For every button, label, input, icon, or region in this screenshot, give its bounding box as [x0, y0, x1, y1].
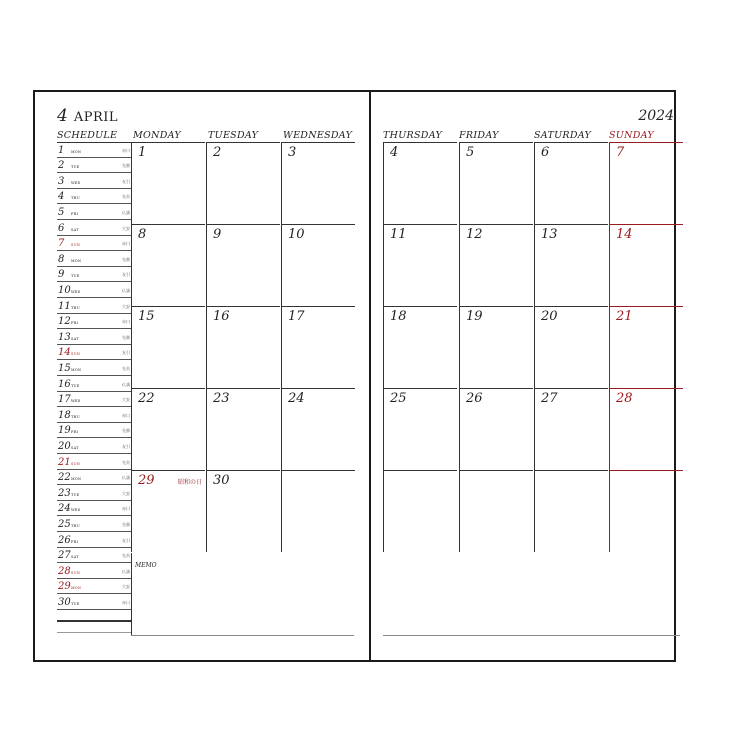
schedule-day: 12 [58, 316, 71, 328]
day-cell[interactable] [281, 388, 355, 470]
schedule-rokuyo: 先勝 [122, 334, 130, 340]
schedule-row[interactable] [57, 454, 131, 470]
schedule-rokuyo: 大安 [122, 303, 130, 309]
schedule-rokuyo: 友引 [122, 443, 130, 449]
schedule-weekday: SAT [71, 445, 79, 450]
schedule-rokuyo: 仏滅 [122, 209, 130, 215]
day-number: 5 [466, 145, 475, 160]
day-cell[interactable] [534, 306, 608, 388]
day-cell[interactable] [609, 224, 683, 306]
day-cell[interactable] [131, 306, 205, 388]
schedule-rokuyo: 先勝 [122, 256, 130, 262]
day-number: 11 [390, 227, 407, 242]
schedule-day: 2 [58, 160, 65, 172]
schedule-weekday: WED [71, 180, 81, 185]
planner-spread [33, 90, 676, 662]
schedule-weekday: THU [71, 196, 80, 201]
schedule-day: 9 [58, 269, 65, 281]
col-label-thursday: THURSDAY [383, 130, 443, 141]
schedule-day: 4 [58, 191, 65, 203]
left-page [35, 92, 369, 660]
schedule-day: 22 [58, 472, 71, 484]
schedule-weekday: TUE [71, 492, 80, 497]
schedule-day: 14 [58, 347, 71, 359]
day-cell[interactable] [281, 306, 355, 388]
day-cell[interactable] [534, 470, 608, 552]
schedule-row[interactable] [57, 532, 131, 548]
schedule-rokuyo: 大安 [122, 397, 130, 403]
schedule-row[interactable] [57, 516, 131, 532]
schedule-weekday: WED [71, 289, 81, 294]
day-number: 28 [616, 391, 633, 406]
schedule-row[interactable] [57, 423, 131, 439]
schedule-row[interactable] [57, 329, 131, 345]
right-bottom-rule [383, 635, 680, 636]
day-number: 6 [541, 145, 550, 160]
day-number: 30 [213, 473, 230, 488]
day-cell[interactable] [534, 388, 608, 470]
schedule-row[interactable] [57, 360, 131, 376]
day-number: 20 [541, 309, 558, 324]
day-number: 26 [466, 391, 483, 406]
schedule-weekday: MON [71, 258, 82, 263]
schedule-row[interactable] [57, 267, 131, 283]
schedule-row[interactable] [57, 579, 131, 595]
schedule-day: 25 [58, 518, 71, 530]
col-label-wednesday: WEDNESDAY [283, 130, 353, 141]
schedule-weekday: MON [71, 586, 82, 591]
schedule-weekday: THU [71, 305, 80, 310]
holiday-name: 昭和の日 [177, 479, 202, 486]
day-cell[interactable] [206, 388, 280, 470]
schedule-day: 21 [58, 456, 71, 468]
day-number: 18 [390, 309, 407, 324]
schedule-weekday: SUN [71, 461, 81, 466]
schedule-weekday: SAT [71, 555, 79, 560]
schedule-row[interactable] [57, 407, 131, 423]
day-number: 8 [138, 227, 147, 242]
schedule-day: 26 [58, 534, 71, 546]
day-cell[interactable] [131, 142, 205, 224]
schedule-rokuyo: 仏滅 [122, 381, 130, 387]
schedule-rokuyo: 先負 [122, 365, 130, 371]
schedule-weekday: SAT [71, 336, 79, 341]
day-number: 4 [390, 145, 399, 160]
schedule-weekday: SUN [71, 243, 81, 248]
schedule-weekday: FRI [71, 321, 79, 326]
day-number: 7 [616, 145, 625, 160]
day-cell[interactable] [206, 306, 280, 388]
schedule-row[interactable] [57, 173, 131, 189]
schedule-rokuyo: 赤口 [122, 506, 130, 512]
day-cell[interactable] [609, 388, 683, 470]
schedule-row[interactable] [57, 251, 131, 267]
schedule-rokuyo: 先勝 [122, 428, 130, 434]
day-cell[interactable] [609, 470, 683, 552]
day-number: 16 [213, 309, 230, 324]
schedule-weekday: THU [71, 523, 80, 528]
schedule-rokuyo: 先勝 [122, 521, 130, 527]
schedule-rokuyo: 赤口 [122, 319, 130, 325]
month-heading [57, 106, 118, 126]
month-name: APRIL [73, 110, 119, 125]
day-number: 24 [288, 391, 305, 406]
schedule-bottom-rule [57, 620, 131, 622]
schedule-day: 24 [58, 503, 71, 515]
day-cell[interactable] [609, 306, 683, 388]
schedule-rokuyo: 赤口 [122, 599, 130, 605]
schedule-row[interactable] [57, 501, 131, 517]
schedule-row[interactable] [57, 220, 131, 236]
schedule-weekday: TUE [71, 601, 80, 606]
schedule-row[interactable] [57, 282, 131, 298]
col-label-monday: MONDAY [133, 130, 181, 141]
day-cell[interactable] [206, 224, 280, 306]
schedule-rokuyo: 友引 [122, 272, 130, 278]
schedule-weekday: SUN [71, 570, 81, 575]
day-cell[interactable] [281, 224, 355, 306]
day-cell[interactable] [206, 142, 280, 224]
schedule-day: 19 [58, 425, 71, 437]
schedule-weekday: WED [71, 508, 81, 513]
schedule-label: SCHEDULE [57, 130, 118, 141]
day-number: 19 [466, 309, 483, 324]
year-label: 2024 [638, 108, 674, 124]
schedule-day: 6 [58, 222, 65, 234]
day-number: 22 [138, 391, 155, 406]
schedule-row[interactable] [57, 563, 131, 579]
schedule-weekday: FRI [71, 539, 79, 544]
day-cell[interactable] [206, 470, 280, 552]
schedule-rokuyo: 友引 [122, 350, 130, 356]
schedule-day: 8 [58, 253, 65, 265]
schedule-row[interactable] [57, 345, 131, 361]
schedule-row[interactable] [57, 236, 131, 252]
schedule-weekday: FRI [71, 211, 79, 216]
schedule-rokuyo: 先負 [122, 553, 130, 559]
schedule-row[interactable] [57, 438, 131, 454]
memo-area[interactable] [131, 553, 354, 635]
schedule-row[interactable] [57, 158, 131, 174]
day-number: 13 [541, 227, 558, 242]
schedule-rokuyo: 先負 [122, 194, 130, 200]
schedule-row[interactable] [57, 594, 131, 610]
day-number: 14 [616, 227, 633, 242]
schedule-day: 28 [58, 565, 71, 577]
schedule-row[interactable] [57, 548, 131, 564]
day-number: 25 [390, 391, 407, 406]
schedule-weekday: SAT [71, 227, 79, 232]
day-cell[interactable] [383, 470, 457, 552]
day-number: 2 [213, 145, 222, 160]
schedule-rokuyo: 大安 [122, 225, 130, 231]
schedule-row[interactable] [57, 470, 131, 486]
schedule-day: 30 [58, 596, 71, 608]
schedule-weekday: FRI [71, 430, 79, 435]
day-number: 17 [288, 309, 305, 324]
day-cell[interactable] [459, 224, 533, 306]
schedule-day: 3 [58, 175, 65, 187]
schedule-day: 29 [58, 581, 71, 593]
day-cell[interactable] [534, 224, 608, 306]
schedule-rokuyo: 友引 [122, 178, 130, 184]
day-cell[interactable] [383, 306, 457, 388]
schedule-day: 13 [58, 331, 71, 343]
schedule-day: 10 [58, 284, 71, 296]
col-label-saturday: SATURDAY [534, 130, 592, 141]
day-number: 23 [213, 391, 230, 406]
day-number: 9 [213, 227, 222, 242]
day-cell[interactable] [383, 388, 457, 470]
day-cell[interactable] [609, 142, 683, 224]
schedule-rokuyo: 赤口 [122, 412, 130, 418]
schedule-day: 23 [58, 487, 71, 499]
schedule-bottom-rule-thin [57, 632, 131, 633]
day-number: 10 [288, 227, 305, 242]
day-number: 15 [138, 309, 155, 324]
day-cell[interactable] [383, 224, 457, 306]
schedule-rokuyo: 先勝 [122, 163, 130, 169]
schedule-rokuyo: 友引 [122, 537, 130, 543]
col-label-friday: FRIDAY [459, 130, 499, 141]
schedule-weekday: SUN [71, 352, 81, 357]
schedule-day: 1 [58, 144, 65, 156]
memo-label: MEMO [135, 562, 157, 569]
memo-bottom-rule [131, 635, 354, 636]
schedule-row[interactable] [57, 204, 131, 220]
schedule-day: 7 [58, 238, 65, 250]
day-number: 3 [288, 145, 297, 160]
schedule-rokuyo: 先負 [122, 459, 130, 465]
schedule-weekday: TUE [71, 274, 80, 279]
day-number: 1 [138, 145, 147, 160]
schedule-row[interactable] [57, 314, 131, 330]
schedule-day: 27 [58, 550, 71, 562]
schedule-row[interactable] [57, 392, 131, 408]
day-cell[interactable] [131, 224, 205, 306]
day-number: 29 [138, 473, 155, 488]
day-number: 12 [466, 227, 483, 242]
schedule-day: 20 [58, 440, 71, 452]
right-page [371, 92, 676, 660]
schedule-weekday: MON [71, 367, 82, 372]
day-cell[interactable] [281, 142, 355, 224]
schedule-rokuyo: 仏滅 [122, 287, 130, 293]
schedule-rokuyo: 仏滅 [122, 475, 130, 481]
schedule-weekday: TUE [71, 383, 80, 388]
schedule-day: 15 [58, 362, 71, 374]
schedule-day: 11 [58, 300, 71, 312]
schedule-row[interactable] [57, 376, 131, 392]
day-number: 27 [541, 391, 558, 406]
day-cell[interactable] [281, 470, 355, 552]
schedule-rokuyo: 大安 [122, 490, 130, 496]
day-cell[interactable] [534, 142, 608, 224]
schedule-rokuyo: 赤口 [122, 147, 130, 153]
schedule-day: 5 [58, 206, 65, 218]
month-number: 4 [57, 106, 68, 126]
day-number: 21 [616, 309, 633, 324]
schedule-weekday: WED [71, 399, 81, 404]
schedule-day: 17 [58, 394, 71, 406]
schedule-day: 16 [58, 378, 71, 390]
day-cell[interactable] [459, 306, 533, 388]
col-label-sunday: SUNDAY [609, 130, 654, 141]
schedule-row[interactable] [57, 142, 131, 158]
day-cell[interactable] [459, 470, 533, 552]
schedule-weekday: MON [71, 149, 82, 154]
schedule-day: 18 [58, 409, 71, 421]
schedule-row[interactable] [57, 189, 131, 205]
day-cell[interactable] [459, 388, 533, 470]
day-cell[interactable] [131, 388, 205, 470]
schedule-rokuyo: 赤口 [122, 241, 130, 247]
schedule-rokuyo: 大安 [122, 584, 130, 590]
schedule-weekday: TUE [71, 165, 80, 170]
schedule-row[interactable] [57, 485, 131, 501]
day-cell[interactable] [383, 142, 457, 224]
schedule-weekday: THU [71, 414, 80, 419]
schedule-row[interactable] [57, 298, 131, 314]
col-label-tuesday: TUESDAY [208, 130, 259, 141]
schedule-weekday: MON [71, 477, 82, 482]
schedule-rokuyo: 仏滅 [122, 568, 130, 574]
day-cell[interactable] [131, 470, 205, 552]
day-cell[interactable] [459, 142, 533, 224]
